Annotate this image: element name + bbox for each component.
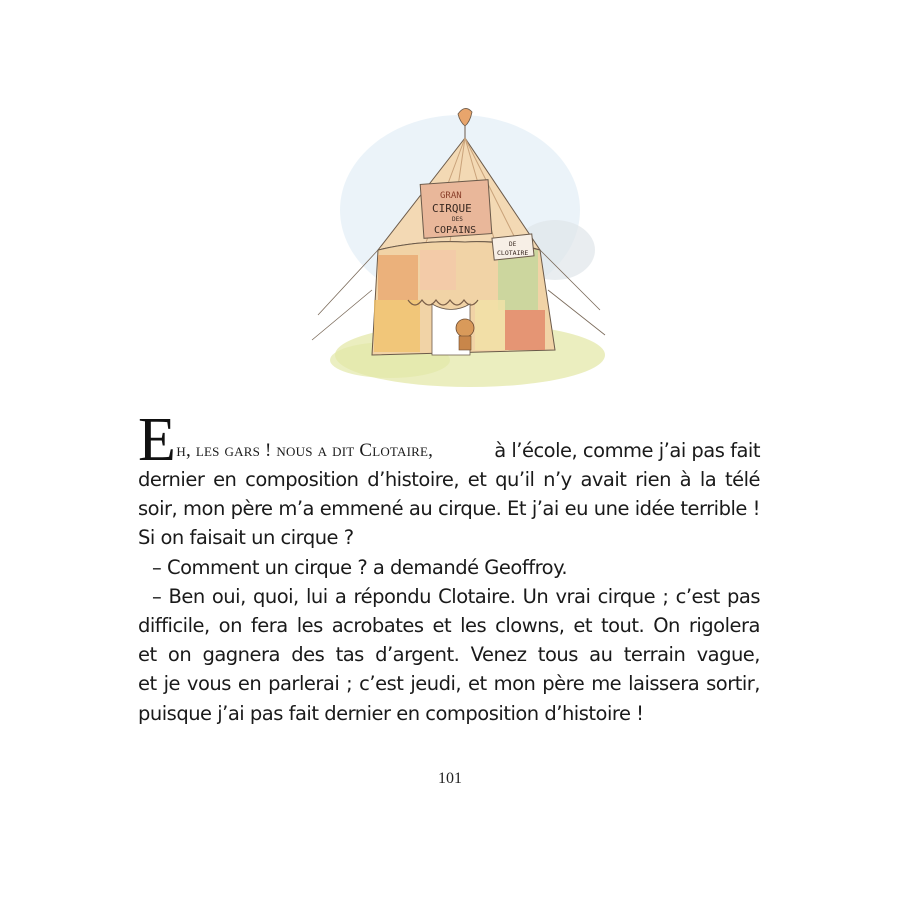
paragraph-2-line: – Comment un cirque ? a demandé Geoffroy.: [152, 555, 568, 579]
sign-line-2: CIRQUE: [432, 202, 472, 215]
paragraph-1-line: dernier en composition d’histoire, et qu’il n’y avait rien à la télé: [138, 468, 760, 491]
paragraph-3-line: puisque j’ai pas fait dernier en composition d’histoire !: [138, 701, 644, 725]
first-line-content: [176, 436, 760, 465]
sign-line-3: DES: [452, 216, 463, 223]
paragraph-1-line: Si on faisait un cirque ?: [138, 526, 354, 550]
paragraph-3-line: – Ben oui, quoi, lui a répondu Clotaire. Un vrai cirque ; c’est pas: [152, 584, 760, 608]
circus-tent-illustration: [300, 100, 610, 390]
paragraph-1-line: soir, mon père m’a emmené au cirque. Et j’ai eu une idée terrible !: [138, 497, 760, 521]
circus-tent-drawing: [300, 100, 610, 390]
sign-line-4: COPAINS: [434, 225, 477, 236]
paragraph-3-line: et je vous en parlerai ; c’est jeudi, et mon père me laissera sortir,: [138, 672, 760, 696]
small-sign-line-1: DE: [509, 241, 517, 248]
sign-line-1: GRAN: [440, 191, 462, 201]
story-text: [138, 408, 760, 728]
first-line-rest-text: à l’école, comme j’ai pas fait: [494, 439, 760, 462]
paragraph-3-line: et on gagnera des tas d’argent. Venez tous au terrain vague,: [138, 643, 760, 667]
drop-cap: E: [138, 406, 176, 474]
smallcaps-opening: h, les gars ! nous a dit Clotaire,: [176, 440, 434, 461]
page-number: 101: [438, 770, 462, 787]
paragraph-3-line: difficile, on fera les acrobates et les clowns, et tout. On rigolera: [138, 613, 760, 637]
paragraph-1-first-line: [138, 406, 760, 474]
small-sign-line-2: CLOTAIRE: [497, 249, 529, 257]
